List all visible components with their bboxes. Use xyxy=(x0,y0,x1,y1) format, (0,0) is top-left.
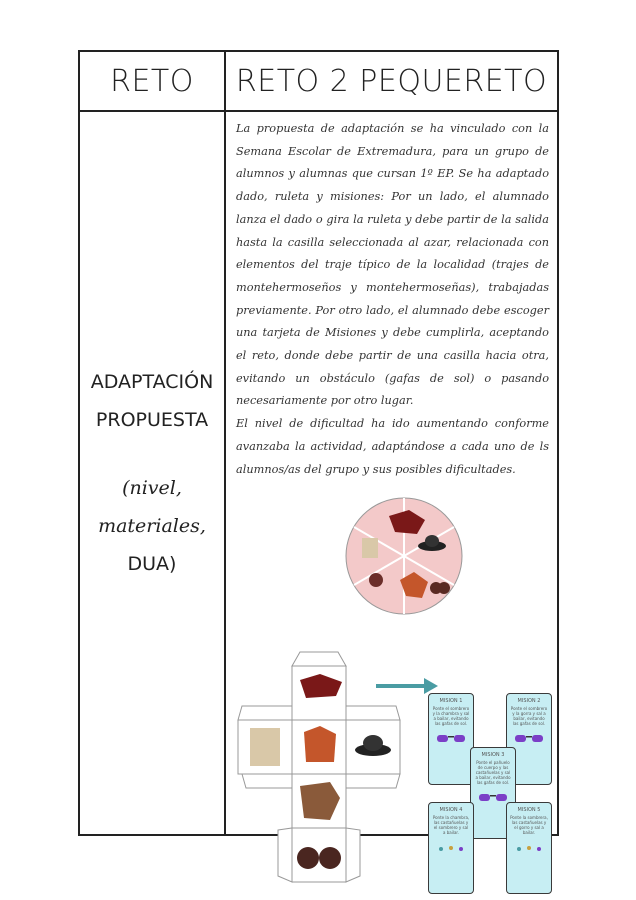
label-dua: DUA) xyxy=(127,553,177,575)
label-adaptacion: ADAPTACIÓN xyxy=(90,371,214,393)
sunglasses-icon xyxy=(478,792,508,802)
label-propuesta: PROPUESTA xyxy=(95,409,209,431)
label-materiales: materiales, xyxy=(98,515,206,537)
label-nivel: (nivel, xyxy=(122,477,182,499)
mission-card-5: MISION 5 Ponte la sombrera, las castañuelas y el gorro y sal a bailar. xyxy=(506,802,552,894)
paragraph-2: El nivel de dificultad ha ido aumentando conforme avanzaba la actividad, adaptándose a cada uno de ls alumnos/as del grupo y sus posibles dificultades. xyxy=(236,417,549,476)
header-left-cell xyxy=(79,51,225,111)
dice-net-illustration xyxy=(234,650,402,885)
header-reto-title: RETO 2 PEQUERETO xyxy=(235,63,548,99)
roulette-illustration xyxy=(344,496,464,616)
music-notes-icon xyxy=(514,842,544,852)
castanets-icon xyxy=(369,573,383,587)
paragraph-1: La propuesta de adaptación se ha vinculado con la Semana Escolar de Extremadura, para un grupo de alumnos y alumnas que cursan 1º EP. Se ha adaptado dado, ruleta y misiones: Por un lado, el alumnado lanza el dado o gira la ruleta y debe partir de la salida hasta la casilla seleccionada al azar, relacionada con elementos del traje típico de la localidad (trajes de montehermoseños y montehermoseñas), trabajadas previamente. Por otro lado, el alumnado debe escoger una tarjeta de Misiones y debe cumplirla, aceptando el reto, donde debe partir de una casilla hacia otra, evitando un obstáculo (gafas de sol) o pasando necesariamente por otro lugar. xyxy=(236,122,549,408)
mission-card-2: MISION 2 Ponte el sombrero y la gorra y sal a bailar, evitando las gafas de sol. xyxy=(506,693,552,785)
description-text xyxy=(236,118,549,481)
mission-card-3: MISION 3 Ponte el pañuelo de cuerpo y las castañuelas y sal a bailar, evitando las gafas de sol. xyxy=(470,747,516,839)
content-cell xyxy=(225,111,558,835)
music-notes-icon xyxy=(436,842,466,852)
shirt-icon xyxy=(362,538,378,558)
header-reto: RETO xyxy=(110,63,194,99)
dice-shirt-icon xyxy=(250,728,280,766)
adaptation-table xyxy=(78,50,559,836)
mission-card-1: MISION 1 Ponte el sombrero y la chambra y sal a bailar, evitando las gafas de sol. xyxy=(428,693,474,785)
sunglasses-icon xyxy=(514,733,544,743)
header-right-cell xyxy=(225,51,558,111)
dice-castanets-icon xyxy=(297,847,319,869)
sunglasses-icon xyxy=(436,733,466,743)
left-label-cell xyxy=(79,111,225,835)
mission-card-4: MISION 4 Ponte la chambra, las castañuelas y el sombrero y sal a bailar. xyxy=(428,802,474,894)
